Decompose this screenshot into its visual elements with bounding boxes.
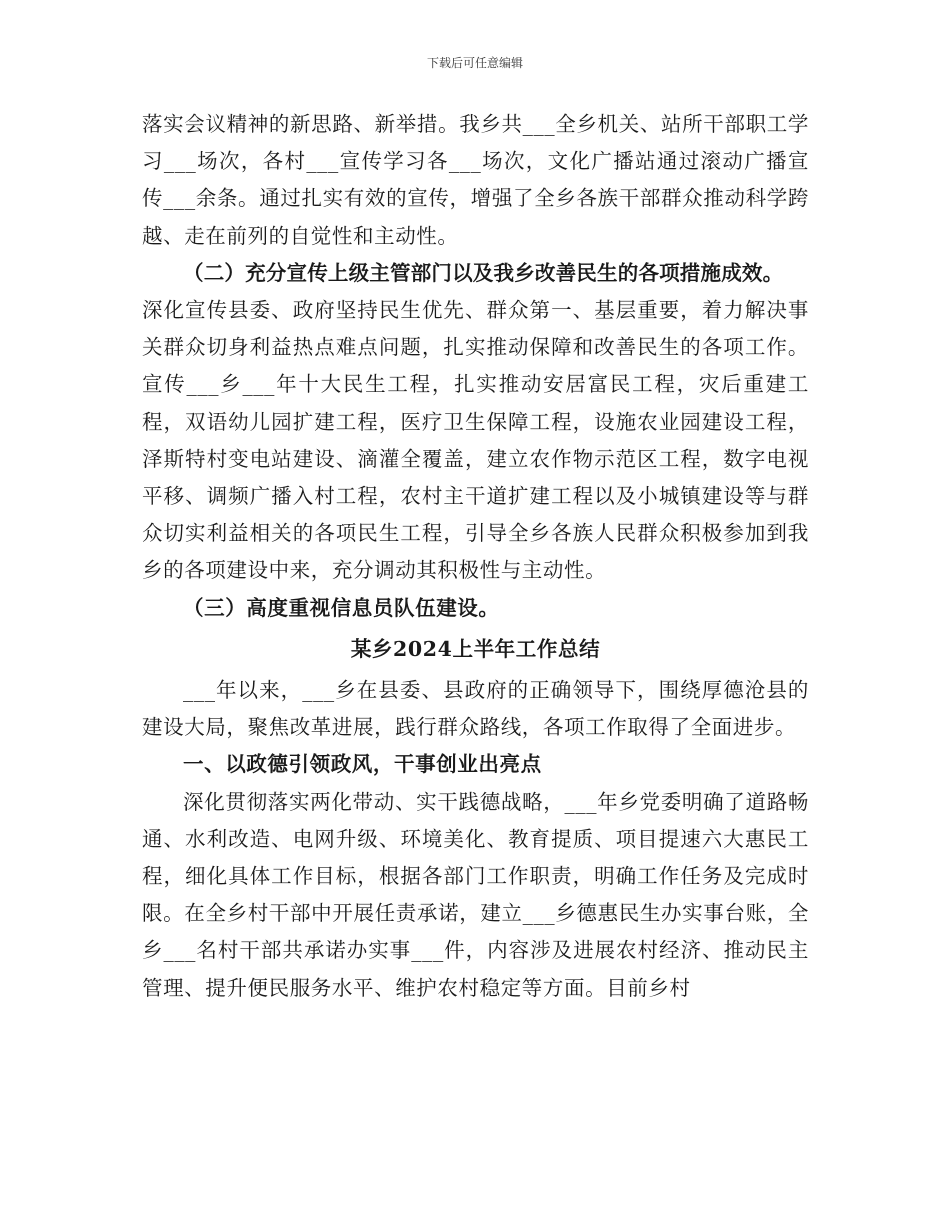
body-paragraph: 落实会议精神的新思路、新举措。我乡共___全乡机关、站所干部职工学习___场次，各村___宣传学习各___场次，文化广播站通过滚动广播宣传___余条。通过扎实有效的宣传，增强了全乡各族干部群众推动科学跨越、走在前列的自觉性和主动性。: [142, 112, 809, 248]
section-heading: 一、以政德引领政风，干事创业出亮点: [183, 752, 542, 777]
section-heading: （二）充分宣传上级主管部门以及我乡改善民生的各项措施成效。: [183, 260, 784, 285]
document-body: [142, 106, 809, 1007]
body-paragraph: 深化宣传县委、政府坚持民生优先、群众第一、基层重要，着力解决事关群众切身利益热点难点问题，扎实推动保障和改善民生的各项工作。宣传___乡___年十大民生工程，扎实推动安居富民工程，灾后重建工程，双语幼儿园扩建工程，医疗卫生保障工程，设施农业园建设工程，泽斯特村变电站建设、滴灌全覆盖，建立农作物示范区工程，数字电视平移、调频广播入村工程，农村主干道扩建工程以及小城镇建设等与群众切实利益相关的各项民生工程，引导全乡各族人民群众积极参加到我乡的各项建设中来，充分调动其积极性与主动性。: [142, 298, 809, 583]
section-heading: （三）高度重视信息员队伍建设。: [183, 595, 500, 620]
body-paragraph: 深化贯彻落实两化带动、实干践德战略，___年乡党委明确了道路畅通、水利改造、电网升级、环境美化、教育提质、项目提速六大惠民工程，细化具体工作目标，根据各部门工作职责，明确工作任务及完成时限。在全乡村干部中开展任责承诺，建立___乡德惠民生办实事台账，全乡___名村干部共承诺办实事___件，内容涉及进展农村经济、推动民主管理、提升便民服务水平、维护农村稳定等方面。目前乡村: [142, 789, 809, 1000]
page-header: 下载后可任意编辑: [426, 56, 523, 70]
document-title: 某乡2024上半年工作总结: [350, 636, 601, 661]
body-paragraph: ___年以来，___乡在县委、县政府的正确领导下，围绕厚德沧县的建设大局，聚焦改革进展，践行群众路线，各项工作取得了全面进步。: [142, 678, 809, 740]
